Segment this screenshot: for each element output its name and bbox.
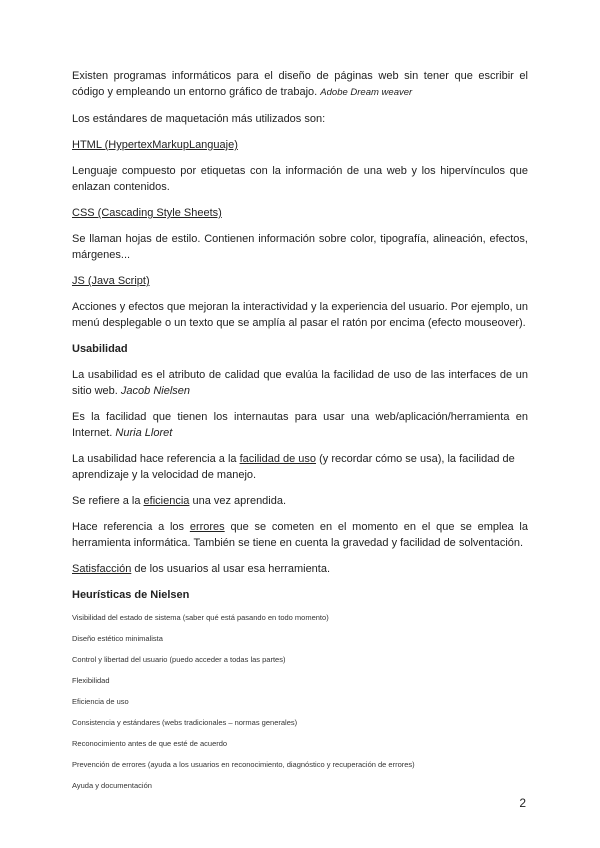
usability-ease-paragraph bbox=[72, 451, 528, 483]
heuristic-item: Reconocimiento antes de que esté de acuerdo bbox=[72, 739, 228, 748]
usability-satisfaction-paragraph bbox=[72, 561, 528, 577]
usability-definition-2-text: Es la facilidad que tienen los internautas para usar una web/aplicación/herramienta en Internet. bbox=[72, 411, 528, 439]
page-number: 2 bbox=[519, 796, 526, 810]
intro-citation: Adobe Dream weaver bbox=[320, 87, 413, 98]
heuristic-item: Prevención de errores (ayuda a los usuarios en reconocimiento, diagnóstico y recuperación de errores) bbox=[72, 760, 415, 769]
usability-heading: Usabilidad bbox=[72, 343, 128, 355]
heuristic-item: Consistencia y estándares (webs tradicionales – normas generales) bbox=[72, 718, 298, 727]
heuristic-item: Diseño estético minimalista bbox=[72, 634, 163, 643]
standard-html-description: Lenguaje compuesto por etiquetas con la información de una web y los hipervínculos que enlazan contenidos. bbox=[72, 165, 528, 193]
usability-efficiency-term: eficiencia bbox=[143, 495, 190, 507]
usability-definition-1 bbox=[72, 367, 528, 399]
heuristic-item: Ayuda y documentación bbox=[72, 781, 152, 790]
heuristic-item: Visibilidad del estado de sistema (saber qué está pasando en todo momento) bbox=[72, 613, 329, 622]
usability-errors-pre: Hace referencia a los bbox=[72, 521, 185, 533]
usability-definition-1-citation: Jacob Nielsen bbox=[120, 385, 191, 397]
usability-efficiency-pre: Se refiere a la bbox=[72, 495, 141, 507]
usability-errors-paragraph bbox=[72, 519, 528, 551]
usability-efficiency-paragraph bbox=[72, 493, 528, 509]
heuristic-item: Eficiencia de uso bbox=[72, 697, 129, 706]
usability-definition-2 bbox=[72, 409, 528, 441]
standard-js-description: Acciones y efectos que mejoran la interactividad y la experiencia del usuario. Por ejemplo, un menú desplegable o un texto que se amplía al pasar el ratón por encima (efecto mouseover). bbox=[72, 301, 528, 329]
usability-errors-post: que se cometen en el momento en el que se emplea la herramienta informática. También se tiene en cuenta la gravedad y facilidad de solventación. bbox=[72, 521, 528, 549]
standard-css-description: Se llaman hojas de estilo. Contienen información sobre color, tipografía, alineación, efectos, márgenes... bbox=[72, 233, 528, 261]
usability-ease-term: facilidad de uso bbox=[239, 453, 317, 465]
standards-intro: Los estándares de maquetación más utilizados son: bbox=[72, 113, 326, 125]
standard-css-name: CSS (Cascading Style Sheets) bbox=[72, 207, 222, 219]
heuristic-item: Control y libertad del usuario (puedo acceder a todas las partes) bbox=[72, 655, 286, 664]
usability-satisfaction-term: Satisfacción bbox=[72, 563, 132, 575]
usability-definition-2-citation: Nuria Lloret bbox=[115, 427, 173, 439]
usability-satisfaction-post: de los usuarios al usar esa herramienta. bbox=[134, 563, 331, 575]
heuristics-list bbox=[72, 613, 528, 791]
document-page bbox=[72, 68, 528, 802]
heuristics-heading: Heurísticas de Nielsen bbox=[72, 589, 190, 601]
usability-ease-post: (y recordar cómo se usa), la facilidad de aprendizaje y la velocidad de manejo. bbox=[72, 453, 515, 481]
usability-efficiency-post: una vez aprendida. bbox=[192, 495, 287, 507]
usability-definition-1-text: La usabilidad es el atributo de calidad que evalúa la facilidad de uso de las interfaces de un sitio web. bbox=[72, 369, 528, 397]
usability-errors-term: errores bbox=[189, 521, 225, 533]
heuristic-item: Flexibilidad bbox=[72, 676, 110, 685]
intro-text: Existen programas informáticos para el diseño de páginas web sin tener que escribir el código y empleando un entorno gráfico de trabajo. bbox=[72, 70, 528, 98]
intro-paragraph bbox=[72, 68, 528, 101]
standard-js-name: JS (Java Script) bbox=[72, 275, 150, 287]
usability-ease-pre: La usabilidad hace referencia a la bbox=[72, 453, 237, 465]
standard-html-name: HTML (HypertexMarkupLanguaje) bbox=[72, 139, 238, 151]
